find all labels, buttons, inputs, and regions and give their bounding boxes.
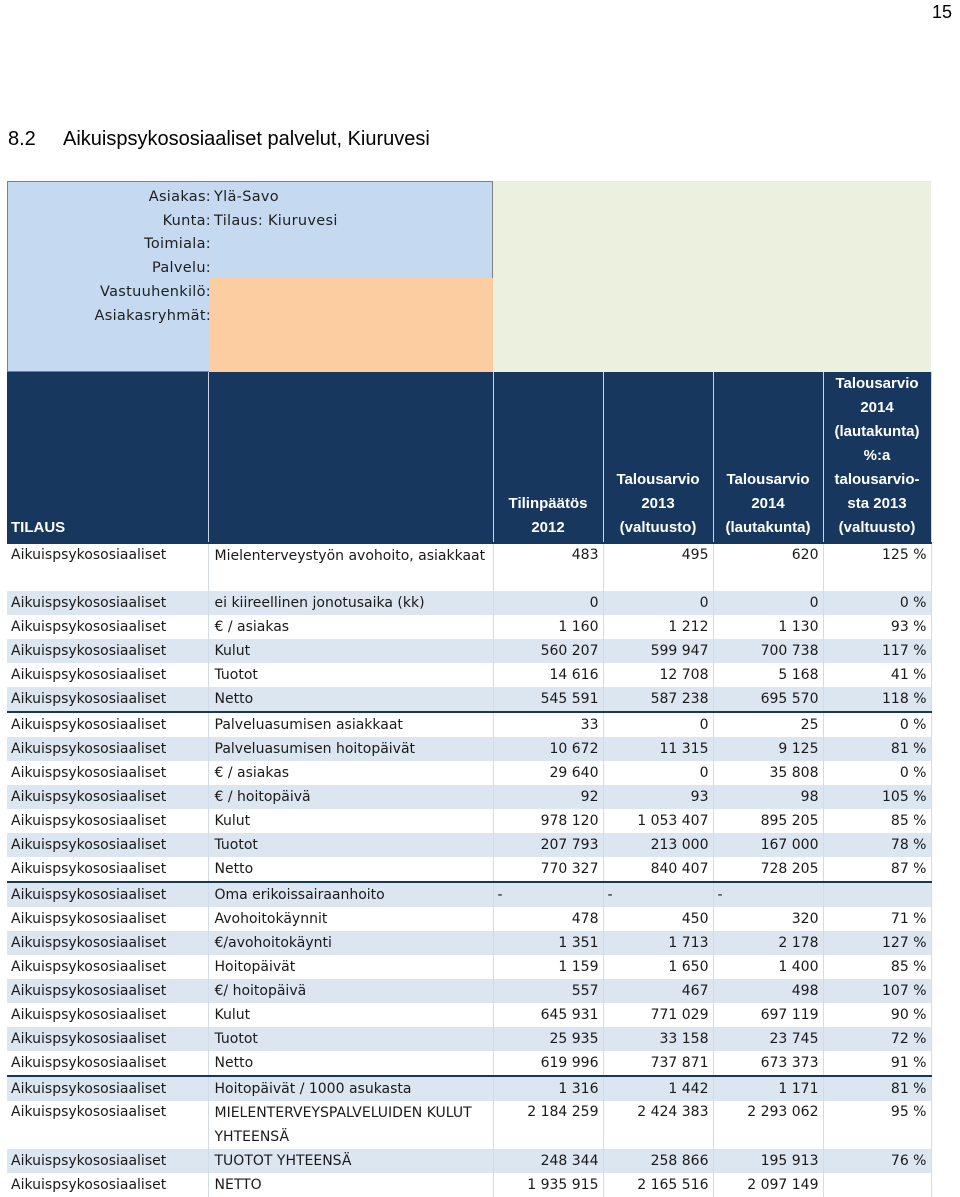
table-row — [7, 687, 931, 712]
header-tilaus: TILAUS — [7, 372, 208, 543]
row-group-cell: Aikuispsykososiaaliset — [7, 615, 208, 639]
page-number: 15 — [931, 2, 952, 22]
row-group-cell: Aikuispsykososiaaliset — [7, 1027, 208, 1051]
value-2012-cell: 560 207 — [493, 639, 603, 663]
table-row — [7, 809, 931, 833]
value-2013-cell: 1 650 — [603, 955, 713, 979]
section-title: Aikuispsykososiaaliset palvelut, Kiuruvesi — [63, 128, 430, 150]
value-2012-cell: 545 591 — [493, 687, 603, 712]
row-group-cell: Aikuispsykososiaaliset — [7, 979, 208, 1003]
percent-cell: 41 % — [823, 663, 931, 687]
row-item-cell: Kulut — [208, 639, 493, 663]
value-2014-cell: 700 738 — [713, 639, 823, 663]
value-2012-cell: 1 935 915 — [493, 1173, 603, 1197]
row-item-cell: NETTO — [208, 1173, 493, 1197]
value-2013-cell: - — [603, 882, 713, 907]
value-2014-cell: 320 — [713, 907, 823, 931]
value-2013-cell: 587 238 — [603, 687, 713, 712]
value-2013-cell: 213 000 — [603, 833, 713, 857]
table-row — [7, 1051, 931, 1076]
table-row — [7, 857, 931, 882]
table-row — [7, 543, 931, 591]
value-2012-cell: 1 159 — [493, 955, 603, 979]
table-row — [7, 955, 931, 979]
value-2012-cell: - — [493, 882, 603, 907]
table-row — [7, 1149, 931, 1173]
value-2013-cell: 737 871 — [603, 1051, 713, 1076]
value-2014-cell: 195 913 — [713, 1149, 823, 1173]
row-group-cell: Aikuispsykososiaaliset — [7, 955, 208, 979]
value-2012-cell: 0 — [493, 591, 603, 615]
info-value: Tilaus: Kiuruvesi — [214, 212, 338, 229]
row-group-cell: Aikuispsykososiaaliset — [7, 1051, 208, 1076]
info-row — [8, 232, 494, 256]
row-item-cell: Hoitopäivät — [208, 955, 493, 979]
value-2013-cell: 450 — [603, 907, 713, 931]
value-2013-cell: 495 — [603, 543, 713, 591]
header-talousarvio-2013: Talousarvio 2013 (valtuusto) — [603, 372, 713, 543]
row-item-cell: Palveluasumisen hoitopäivät — [208, 737, 493, 761]
value-2014-cell: 35 808 — [713, 761, 823, 785]
table-row — [7, 1027, 931, 1051]
value-2012-cell: 10 672 — [493, 737, 603, 761]
value-2014-cell: 620 — [713, 543, 823, 591]
value-2014-cell: 895 205 — [713, 809, 823, 833]
row-item-cell: Netto — [208, 1051, 493, 1076]
value-2014-cell: 673 373 — [713, 1051, 823, 1076]
percent-cell — [823, 1173, 931, 1197]
value-2014-cell: - — [713, 882, 823, 907]
info-value: Ylä-Savo — [214, 189, 279, 205]
table-row — [7, 931, 931, 955]
value-2012-cell: 25 935 — [493, 1027, 603, 1051]
table-row — [7, 663, 931, 687]
row-item-cell: € / asiakas — [208, 761, 493, 785]
info-block — [7, 181, 931, 372]
value-2014-cell: 2 293 062 — [713, 1101, 823, 1149]
table-row — [7, 979, 931, 1003]
row-group-cell: Aikuispsykososiaaliset — [7, 663, 208, 687]
value-2014-cell: 25 — [713, 712, 823, 737]
row-item-cell: €/ hoitopäivä — [208, 979, 493, 1003]
value-2013-cell: 33 158 — [603, 1027, 713, 1051]
row-item-cell: ei kiireellinen jonotusaika (kk) — [208, 591, 493, 615]
value-2012-cell: 645 931 — [493, 1003, 603, 1027]
row-item-cell: Tuotot — [208, 1027, 493, 1051]
value-2013-cell: 93 — [603, 785, 713, 809]
percent-cell: 0 % — [823, 712, 931, 737]
row-item-cell: Netto — [208, 687, 493, 712]
percent-cell: 81 % — [823, 1076, 931, 1101]
table-row — [7, 1076, 931, 1101]
value-2013-cell: 11 315 — [603, 737, 713, 761]
info-label: Palvelu: — [151, 260, 211, 277]
value-2012-cell: 978 120 — [493, 809, 603, 833]
percent-cell: 72 % — [823, 1027, 931, 1051]
section-heading — [8, 128, 430, 151]
table-row — [7, 882, 931, 907]
value-2013-cell: 0 — [603, 591, 713, 615]
value-2014-cell: 697 119 — [713, 1003, 823, 1027]
value-2012-cell: 2 184 259 — [493, 1101, 603, 1149]
row-item-cell: Tuotot — [208, 833, 493, 857]
value-2013-cell: 258 866 — [603, 1149, 713, 1173]
info-label: Kunta: — [162, 212, 211, 229]
value-2013-cell: 12 708 — [603, 663, 713, 687]
table-header-row — [7, 372, 931, 543]
table-row — [7, 639, 931, 663]
value-2012-cell: 207 793 — [493, 833, 603, 857]
percent-cell — [823, 882, 931, 907]
percent-cell: 71 % — [823, 907, 931, 931]
percent-cell: 117 % — [823, 639, 931, 663]
value-2013-cell: 467 — [603, 979, 713, 1003]
table-row — [7, 615, 931, 639]
value-2012-cell: 1 160 — [493, 615, 603, 639]
value-2012-cell: 248 344 — [493, 1149, 603, 1173]
info-label: Vastuuhenkilö: — [99, 283, 211, 300]
info-row — [8, 256, 494, 280]
row-item-cell: € / hoitopäivä — [208, 785, 493, 809]
row-group-cell: Aikuispsykososiaaliset — [7, 785, 208, 809]
value-2013-cell: 599 947 — [603, 639, 713, 663]
value-2013-cell: 1 212 — [603, 615, 713, 639]
percent-cell: 127 % — [823, 931, 931, 955]
row-group-cell: Aikuispsykososiaaliset — [7, 737, 208, 761]
percent-cell: 76 % — [823, 1149, 931, 1173]
info-row — [8, 185, 494, 209]
value-2012-cell: 29 640 — [493, 761, 603, 785]
value-2013-cell: 2 424 383 — [603, 1101, 713, 1149]
percent-cell: 78 % — [823, 833, 931, 857]
value-2014-cell: 728 205 — [713, 857, 823, 882]
table-row — [7, 833, 931, 857]
row-item-cell: MIELENTERVEYSPALVELUIDEN KULUT YHTEENSÄ — [208, 1101, 493, 1149]
percent-cell: 95 % — [823, 1101, 931, 1149]
value-2013-cell: 840 407 — [603, 857, 713, 882]
row-group-cell: Aikuispsykososiaaliset — [7, 591, 208, 615]
value-2013-cell: 1 442 — [603, 1076, 713, 1101]
row-item-cell: Netto — [208, 857, 493, 882]
table-row — [7, 737, 931, 761]
row-item-cell: Kulut — [208, 1003, 493, 1027]
row-item-cell: Mielenterveystyön avohoito, asiakkaat — [208, 543, 493, 591]
row-group-cell: Aikuispsykososiaaliset — [7, 639, 208, 663]
budget-table — [7, 372, 932, 1197]
table-row — [7, 907, 931, 931]
value-2014-cell: 1 130 — [713, 615, 823, 639]
row-group-cell: Aikuispsykososiaaliset — [7, 931, 208, 955]
section-number: 8.2 — [8, 128, 36, 150]
table-row — [7, 761, 931, 785]
row-item-cell: Hoitopäivät / 1000 asukasta — [208, 1076, 493, 1101]
value-2014-cell: 23 745 — [713, 1027, 823, 1051]
info-empty-panel — [493, 181, 931, 372]
percent-cell: 118 % — [823, 687, 931, 712]
value-2014-cell: 498 — [713, 979, 823, 1003]
header-tilinpaatos-2012: Tilinpäätös 2012 — [493, 372, 603, 543]
value-2012-cell: 770 327 — [493, 857, 603, 882]
info-label: Asiakasryhmät: — [94, 307, 211, 324]
header-talousarvio-2014: Talousarvio 2014 (lautakunta) — [713, 372, 823, 543]
row-group-cell: Aikuispsykososiaaliset — [7, 882, 208, 907]
row-item-cell: Kulut — [208, 809, 493, 833]
info-label: Toimiala: — [144, 236, 211, 253]
value-2014-cell: 5 168 — [713, 663, 823, 687]
header-percent: Talousarvio 2014 (lautakunta) %:a talousarvio-sta 2013 (valtuusto) — [823, 372, 931, 543]
value-2012-cell: 92 — [493, 785, 603, 809]
row-group-cell: Aikuispsykososiaaliset — [7, 543, 208, 591]
row-group-cell: Aikuispsykososiaaliset — [7, 687, 208, 712]
info-panel — [7, 181, 493, 372]
value-2014-cell: 2 097 149 — [713, 1173, 823, 1197]
row-item-cell: €/avohoitokäynti — [208, 931, 493, 955]
value-2012-cell: 478 — [493, 907, 603, 931]
percent-cell: 105 % — [823, 785, 931, 809]
value-2014-cell: 98 — [713, 785, 823, 809]
value-2012-cell: 1 351 — [493, 931, 603, 955]
table-row — [7, 1101, 931, 1149]
value-2014-cell: 0 — [713, 591, 823, 615]
value-2013-cell: 1 053 407 — [603, 809, 713, 833]
percent-cell: 125 % — [823, 543, 931, 591]
percent-cell: 87 % — [823, 857, 931, 882]
percent-cell: 85 % — [823, 955, 931, 979]
row-group-cell: Aikuispsykososiaaliset — [7, 1101, 208, 1149]
row-group-cell: Aikuispsykososiaaliset — [7, 1003, 208, 1027]
row-group-cell: Aikuispsykososiaaliset — [7, 712, 208, 737]
percent-cell: 90 % — [823, 1003, 931, 1027]
row-group-cell: Aikuispsykososiaaliset — [7, 761, 208, 785]
table-row — [7, 712, 931, 737]
row-group-cell: Aikuispsykososiaaliset — [7, 1173, 208, 1197]
row-item-cell: TUOTOT YHTEENSÄ — [208, 1149, 493, 1173]
percent-cell: 0 % — [823, 591, 931, 615]
info-label: Asiakas: — [148, 189, 211, 205]
row-group-cell: Aikuispsykososiaaliset — [7, 809, 208, 833]
value-2014-cell: 1 171 — [713, 1076, 823, 1101]
row-group-cell: Aikuispsykososiaaliset — [7, 857, 208, 882]
row-item-cell: Palveluasumisen asiakkaat — [208, 712, 493, 737]
value-2012-cell: 33 — [493, 712, 603, 737]
value-2012-cell: 14 616 — [493, 663, 603, 687]
value-2012-cell: 557 — [493, 979, 603, 1003]
row-item-cell: € / asiakas — [208, 615, 493, 639]
table-row — [7, 1003, 931, 1027]
value-2014-cell: 2 178 — [713, 931, 823, 955]
value-2013-cell: 1 713 — [603, 931, 713, 955]
value-2014-cell: 1 400 — [713, 955, 823, 979]
percent-cell: 91 % — [823, 1051, 931, 1076]
percent-cell: 85 % — [823, 809, 931, 833]
row-item-cell: Tuotot — [208, 663, 493, 687]
row-group-cell: Aikuispsykososiaaliset — [7, 833, 208, 857]
value-2014-cell: 167 000 — [713, 833, 823, 857]
table-row — [7, 785, 931, 809]
value-2013-cell: 2 165 516 — [603, 1173, 713, 1197]
value-2014-cell: 695 570 — [713, 687, 823, 712]
value-2014-cell: 9 125 — [713, 737, 823, 761]
row-item-cell: Avohoitokäynnit — [208, 907, 493, 931]
info-row — [8, 280, 494, 304]
table-row — [7, 591, 931, 615]
percent-cell: 93 % — [823, 615, 931, 639]
percent-cell: 0 % — [823, 761, 931, 785]
row-group-cell: Aikuispsykososiaaliset — [7, 1149, 208, 1173]
percent-cell: 81 % — [823, 737, 931, 761]
row-group-cell: Aikuispsykososiaaliset — [7, 907, 208, 931]
value-2012-cell: 483 — [493, 543, 603, 591]
value-2013-cell: 771 029 — [603, 1003, 713, 1027]
header-item — [208, 372, 493, 543]
percent-cell: 107 % — [823, 979, 931, 1003]
value-2013-cell: 0 — [603, 761, 713, 785]
info-row — [8, 304, 494, 328]
table-row — [7, 1173, 931, 1197]
row-group-cell: Aikuispsykososiaaliset — [7, 1076, 208, 1101]
row-item-cell: Oma erikoissairaanhoito — [208, 882, 493, 907]
value-2013-cell: 0 — [603, 712, 713, 737]
info-row — [8, 209, 494, 233]
value-2012-cell: 1 316 — [493, 1076, 603, 1101]
value-2012-cell: 619 996 — [493, 1051, 603, 1076]
